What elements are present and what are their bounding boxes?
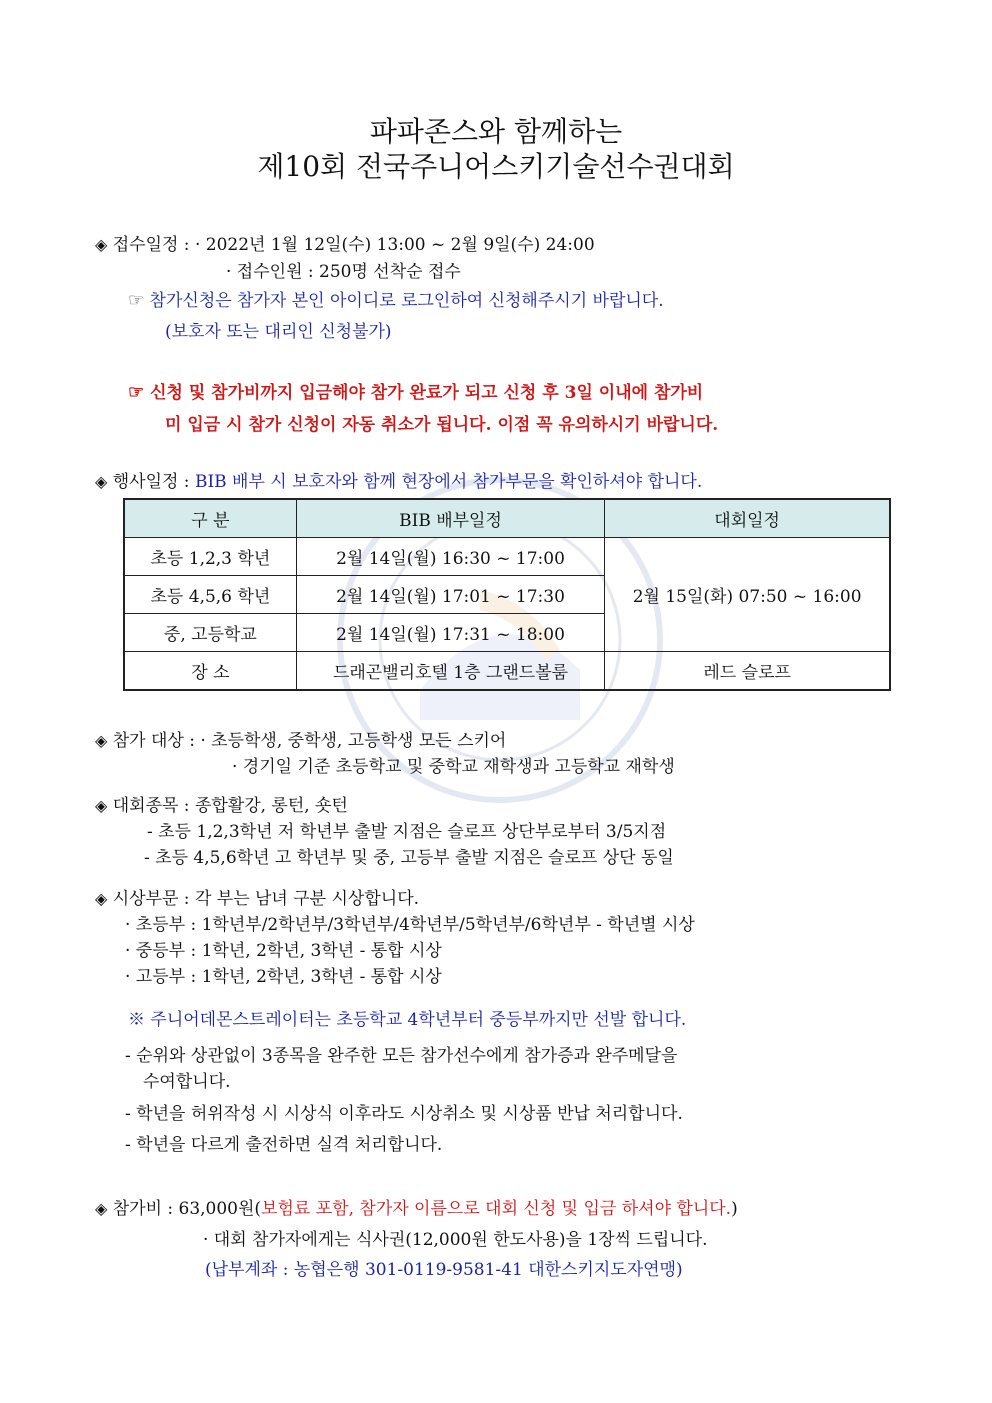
fee-close: ) (731, 1199, 738, 1219)
awards-demo-note: ※ 주니어데몬스트레이터는 초등학교 4학년부터 중등부까지만 선발 합니다. (128, 1010, 687, 1030)
header-group: 구 분 (124, 499, 296, 538)
row-group: 초등 1,2,3 학년 (124, 538, 296, 576)
diamond-bullet-icon: ◈ (95, 889, 108, 908)
fee-meal: · 대회 참가자에게는 식사권(12,000원 한도사용)을 1장씩 드립니다. (203, 1230, 708, 1250)
registration-warning-2: 미 입금 시 참가 신청이 자동 취소가 됩니다. 이점 꼭 유의하시기 바랍니다. (165, 415, 719, 435)
participants-label: 참가 대상 : (112, 731, 195, 751)
awards-row (95, 884, 419, 909)
awards-elementary: · 초등부 : 1학년부/2학년부/3학년부/4학년부/5학년부/6학년부 - 학년별 시상 (125, 915, 695, 935)
participants-row (95, 726, 506, 751)
notice-1-text: 참가신청은 참가자 본인 아이디로 로그인하여 신청해주시기 바랍니다. (149, 291, 664, 311)
table-row (124, 538, 890, 576)
events-row (95, 791, 348, 816)
row-bib: 2월 14일(월) 17:01 ~ 17:30 (296, 576, 605, 614)
fee-label: 참가비 : 63,000원( (112, 1199, 262, 1219)
row-bib: 2월 14일(월) 16:30 ~ 17:00 (296, 538, 605, 576)
events-line: 대회종목 : 종합활강, 롱턴, 숏턴 (112, 796, 348, 816)
registration-warning-1 (128, 378, 703, 403)
awards-line: 시상부문 : 각 부는 남녀 구분 시상합니다. (112, 889, 420, 909)
title-line-1: 파파존스와 함께하는 (369, 115, 623, 148)
awards-rule-1b: 수여합니다. (143, 1072, 231, 1092)
row-group: 중, 고등학교 (124, 614, 296, 652)
fee-account: (납부계좌 : 농협은행 301-0119-9581-41 대한스키지도자연맹) (205, 1260, 683, 1280)
table-row (124, 652, 890, 691)
schedule-table (123, 498, 891, 691)
diamond-bullet-icon: ◈ (95, 796, 108, 815)
registration-period: · 2022년 1월 12일(수) 13:00 ~ 2월 9일(수) 24:00 (194, 235, 595, 255)
header-competition: 대회일정 (605, 499, 890, 538)
participants-item-2: · 경기일 기준 초등학교 및 중학교 재학생과 고등학교 재학생 (232, 757, 675, 777)
diamond-bullet-icon: ◈ (95, 472, 108, 491)
fee-insurance: 보험료 포함, (261, 1199, 354, 1219)
awards-rule-2: - 학년을 허위작성 시 시상식 이후라도 시상취소 및 시상품 반납 처리합니다. (125, 1104, 683, 1124)
registration-capacity: · 접수인원 : 250명 선착순 접수 (226, 262, 461, 282)
registration-notice-2: (보호자 또는 대리인 신청불가) (165, 322, 392, 342)
title-line-2: 제10회 전국주니어스키기술선수권대회 (257, 150, 735, 183)
event-schedule-label: 행사일정 : (112, 472, 190, 492)
event-schedule-row (95, 467, 702, 492)
diamond-bullet-icon: ◈ (95, 1199, 108, 1218)
place-label: 장 소 (124, 652, 296, 691)
awards-rule-3: - 학년을 다르게 출전하면 실격 처리합니다. (125, 1135, 443, 1155)
diamond-bullet-icon: ◈ (95, 731, 108, 750)
registration-row (95, 230, 595, 255)
place-competition: 레드 슬로프 (605, 652, 890, 691)
pointing-hand-icon: ☞ (128, 290, 145, 311)
header-bib: BIB 배부일정 (296, 499, 605, 538)
competition-date: 2월 15일(화) 07:50 ~ 16:00 (605, 538, 890, 652)
awards-middle: · 중등부 : 1학년, 2학년, 3학년 - 통합 시상 (125, 941, 442, 961)
fee-warning: 참가자 이름으로 대회 신청 및 입금 하셔야 합니다. (359, 1199, 732, 1219)
awards-high: · 고등부 : 1학년, 2학년, 3학년 - 통합 시상 (125, 967, 442, 987)
event-schedule-note: BIB 배부 시 보호자와 함께 현장에서 참가부문을 확인하셔야 합니다. (194, 472, 703, 492)
place-bib: 드래곤밸리호텔 1층 그랜드볼룸 (296, 652, 605, 691)
row-bib: 2월 14일(월) 17:31 ~ 18:00 (296, 614, 605, 652)
registration-label: 접수일정 : (112, 235, 190, 255)
awards-rule-1a: - 순위와 상관없이 3종목을 완주한 모든 참가선수에게 참가증과 완주메달을 (125, 1046, 678, 1066)
fee-row (95, 1194, 738, 1219)
registration-notice-1 (128, 286, 664, 311)
diamond-bullet-icon: ◈ (95, 235, 108, 254)
warning-1-text: 신청 및 참가비까지 입금해야 참가 완료가 되고 신청 후 3일 이내에 참가비 (150, 383, 704, 403)
participants-item-1: · 초등학생, 중학생, 고등학생 모든 스키어 (200, 731, 507, 751)
pointing-hand-icon: ☞ (128, 382, 145, 403)
row-group: 초등 4,5,6 학년 (124, 576, 296, 614)
events-detail-1: - 초등 1,2,3학년 저 학년부 출발 지점은 슬로프 상단부로부터 3/5지점 (147, 822, 667, 842)
events-detail-2: - 초등 4,5,6학년 고 학년부 및 중, 고등부 출발 지점은 슬로프 상단 동일 (144, 848, 674, 868)
